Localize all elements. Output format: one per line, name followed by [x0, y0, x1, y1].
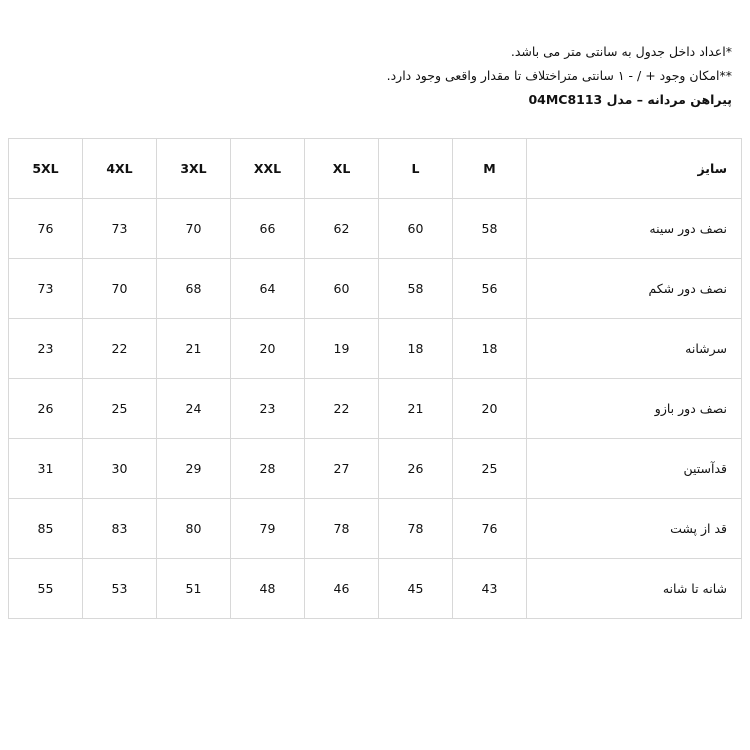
row-label: نصف دور شکم [527, 259, 742, 319]
table-row [9, 199, 742, 259]
cell-value: 79 [231, 499, 305, 559]
cell-value: 21 [379, 379, 453, 439]
row-label: قدآستین [527, 439, 742, 499]
cell-value: 83 [83, 499, 157, 559]
header-size-m: M [453, 139, 527, 199]
header-size-5xl: 5XL [9, 139, 83, 199]
cell-value: 62 [305, 199, 379, 259]
table-row [9, 319, 742, 379]
cell-value: 19 [305, 319, 379, 379]
cell-value: 85 [9, 499, 83, 559]
cell-value: 51 [157, 559, 231, 619]
cell-value: 30 [83, 439, 157, 499]
cell-value: 58 [453, 199, 527, 259]
cell-value: 25 [453, 439, 527, 499]
cell-value: 76 [453, 499, 527, 559]
table-row [9, 499, 742, 559]
cell-value: 53 [83, 559, 157, 619]
cell-value: 70 [83, 259, 157, 319]
cell-value: 58 [379, 259, 453, 319]
cell-value: 25 [83, 379, 157, 439]
cell-value: 78 [305, 499, 379, 559]
cell-value: 18 [453, 319, 527, 379]
cell-value: 46 [305, 559, 379, 619]
cell-value: 29 [157, 439, 231, 499]
header-size-3xl: 3XL [157, 139, 231, 199]
row-label: قد از پشت [527, 499, 742, 559]
cell-value: 21 [157, 319, 231, 379]
table-row [9, 379, 742, 439]
cell-value: 68 [157, 259, 231, 319]
cell-value: 55 [9, 559, 83, 619]
row-label: سرشانه [527, 319, 742, 379]
row-label: نصف دور سینه [527, 199, 742, 259]
cell-value: 27 [305, 439, 379, 499]
cell-value: 18 [379, 319, 453, 379]
cell-value: 80 [157, 499, 231, 559]
header-size-xl: XL [305, 139, 379, 199]
row-label: نصف دور بازو [527, 379, 742, 439]
table-row [9, 439, 742, 499]
table-header [9, 139, 742, 199]
cell-value: 78 [379, 499, 453, 559]
cell-value: 22 [83, 319, 157, 379]
cell-value: 31 [9, 439, 83, 499]
row-label: شانه تا شانه [527, 559, 742, 619]
table-header-row [9, 139, 742, 199]
model-line: پیراهن مردانه – مدل 04MC8113 [528, 91, 732, 107]
cell-value: 60 [305, 259, 379, 319]
cell-value: 20 [453, 379, 527, 439]
notes-block [252, 40, 732, 111]
cell-value: 66 [231, 199, 305, 259]
table-row [9, 559, 742, 619]
cell-value: 26 [379, 439, 453, 499]
cell-value: 26 [9, 379, 83, 439]
cell-value: 64 [231, 259, 305, 319]
header-size-label: سایز [527, 139, 742, 199]
size-chart-table [8, 138, 742, 619]
cell-value: 48 [231, 559, 305, 619]
header-size-xxl: XXL [231, 139, 305, 199]
note-line-2: **امکان وجود + / - ۱ سانتی متراختلاف تا مقدار واقعی وجود دارد. [386, 67, 732, 83]
cell-value: 28 [231, 439, 305, 499]
cell-value: 43 [453, 559, 527, 619]
cell-value: 73 [83, 199, 157, 259]
cell-value: 45 [379, 559, 453, 619]
cell-value: 70 [157, 199, 231, 259]
cell-value: 24 [157, 379, 231, 439]
table-body [9, 199, 742, 619]
cell-value: 22 [305, 379, 379, 439]
cell-value: 60 [379, 199, 453, 259]
header-size-l: L [379, 139, 453, 199]
cell-value: 23 [231, 379, 305, 439]
cell-value: 23 [9, 319, 83, 379]
table-row [9, 259, 742, 319]
cell-value: 76 [9, 199, 83, 259]
cell-value: 56 [453, 259, 527, 319]
cell-value: 73 [9, 259, 83, 319]
note-line-1: *اعداد داخل جدول به سانتی متر می باشد. [510, 44, 732, 59]
header-size-4xl: 4XL [83, 139, 157, 199]
cell-value: 20 [231, 319, 305, 379]
